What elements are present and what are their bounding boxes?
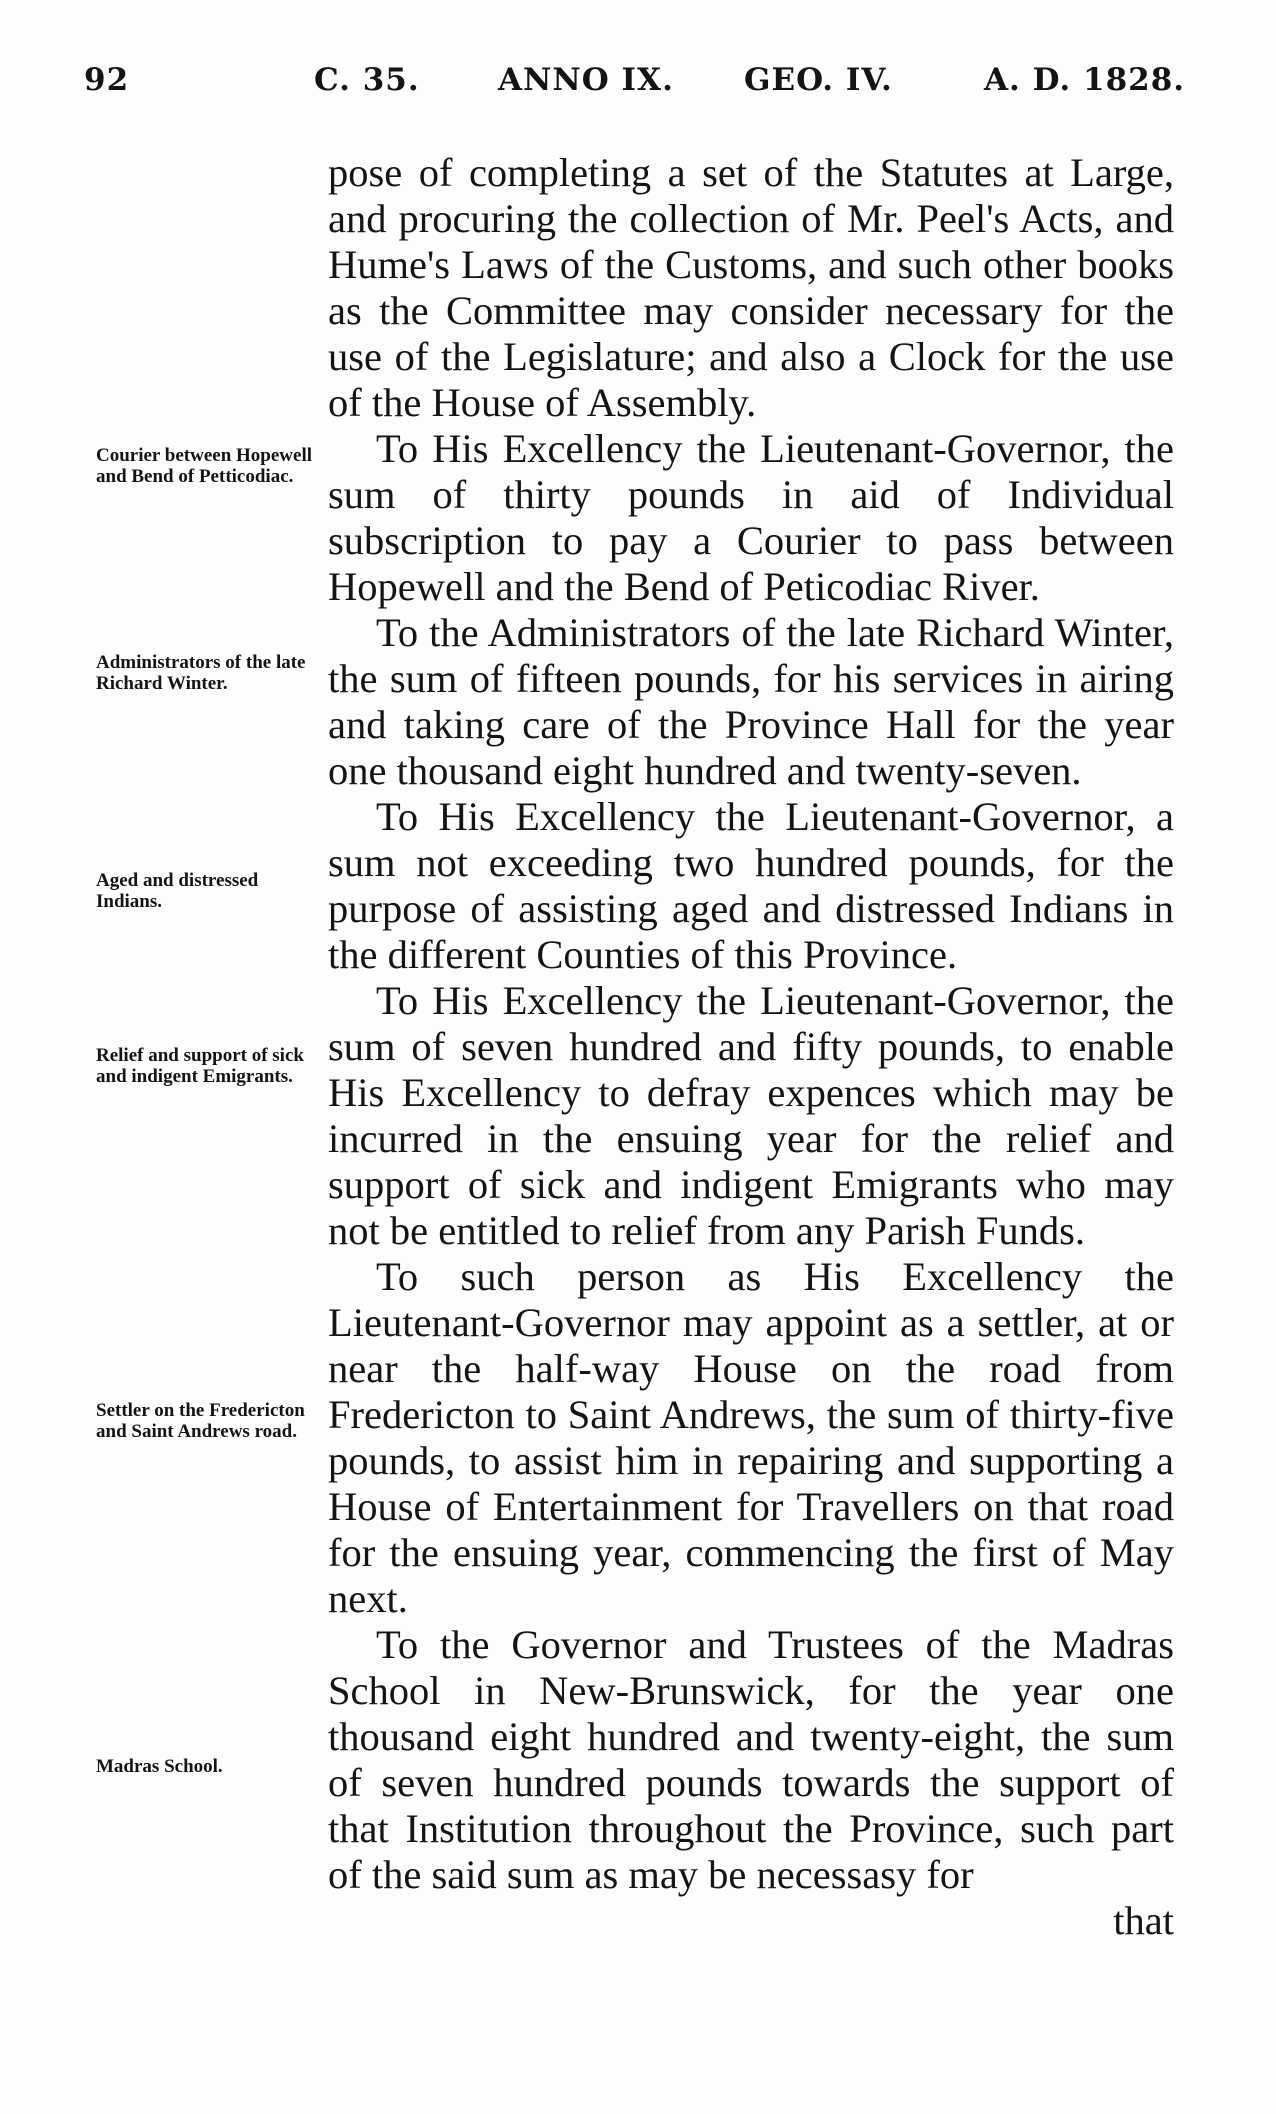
chapter-number: C. 35. xyxy=(314,62,420,98)
margin-note-administrators: Administrators of the late Richard Winter. xyxy=(96,652,306,694)
paragraph-statutes: pose of completing a set of the Statutes at Large, and procuring the collection of Mr. Peel's Acts, and Hume's Laws of the Customs, and such other books as the Committee may consider necessary for the use of the Legislature; and also a Clock for the use of the House of Assembly. xyxy=(328,150,1174,425)
margin-note-madras-school: Madras School. xyxy=(96,1756,223,1777)
paragraph-emigrants: To His Excellency the Lieutenant-Governor, the sum of seven hundred and fifty pounds, to enable His Excellency to defray expences which may be incurred in the ensuing year for the relief and support of sick and indigent Emigrants who may not be entitled to relief from any Parish Funds. xyxy=(328,978,1174,1253)
paragraph-indians: To His Excellency the Lieutenant-Governor, a sum not exceeding two hundred pounds, for the purpose of assisting aged and distressed Indians in the different Counties of this Province. xyxy=(328,794,1174,977)
calendar-year: A. D. 1828. xyxy=(984,62,1186,98)
monarch: GEO. IV. xyxy=(744,62,893,98)
paragraph-settler: To such person as His Excellency the Lieutenant-Governor may appoint as a settler, at or near the half-way House on the road from Fredericton to Saint Andrews, the sum of thirty-five pounds, to assist him in repairing and supporting a House of Entertainment for Travellers on that road for the ensuing year, commencing the first of May next. xyxy=(328,1254,1174,1621)
running-header xyxy=(84,62,1186,112)
regnal-year: ANNO IX. xyxy=(498,62,674,98)
margin-note-settler: Settler on the Fredericton and Saint Andrews road. xyxy=(96,1400,305,1442)
margin-note-courier: Courier between Hopewell and Bend of Petticodiac. xyxy=(96,445,312,487)
paragraph-winter: To the Administrators of the late Richard Winter, the sum of fifteen pounds, for his services in airing and taking care of the Province Hall for the year one thousand eight hundred and twenty-seven. xyxy=(328,610,1174,793)
statute-text xyxy=(328,150,1174,1944)
margin-note-emigrants: Relief and support of sick and indigent Emigrants. xyxy=(96,1045,304,1087)
paragraph-madras-school: To the Governor and Trustees of the Madras School in New-Brunswick, for the year one thousand eight hundred and twenty-eight, the sum of seven hundred pounds towards the support of that Institution throughout the Province, such part of the said sum as may be necessasy for xyxy=(328,1622,1174,1897)
margin-note-indians: Aged and distressed Indians. xyxy=(96,870,259,912)
page-number: 92 xyxy=(84,62,130,98)
catchword: that xyxy=(1113,1898,1174,1943)
paragraph-courier: To His Excellency the Lieutenant-Governor, the sum of thirty pounds in aid of Individual subscription to pay a Courier to pass between Hopewell and the Bend of Peticodiac River. xyxy=(328,426,1174,609)
